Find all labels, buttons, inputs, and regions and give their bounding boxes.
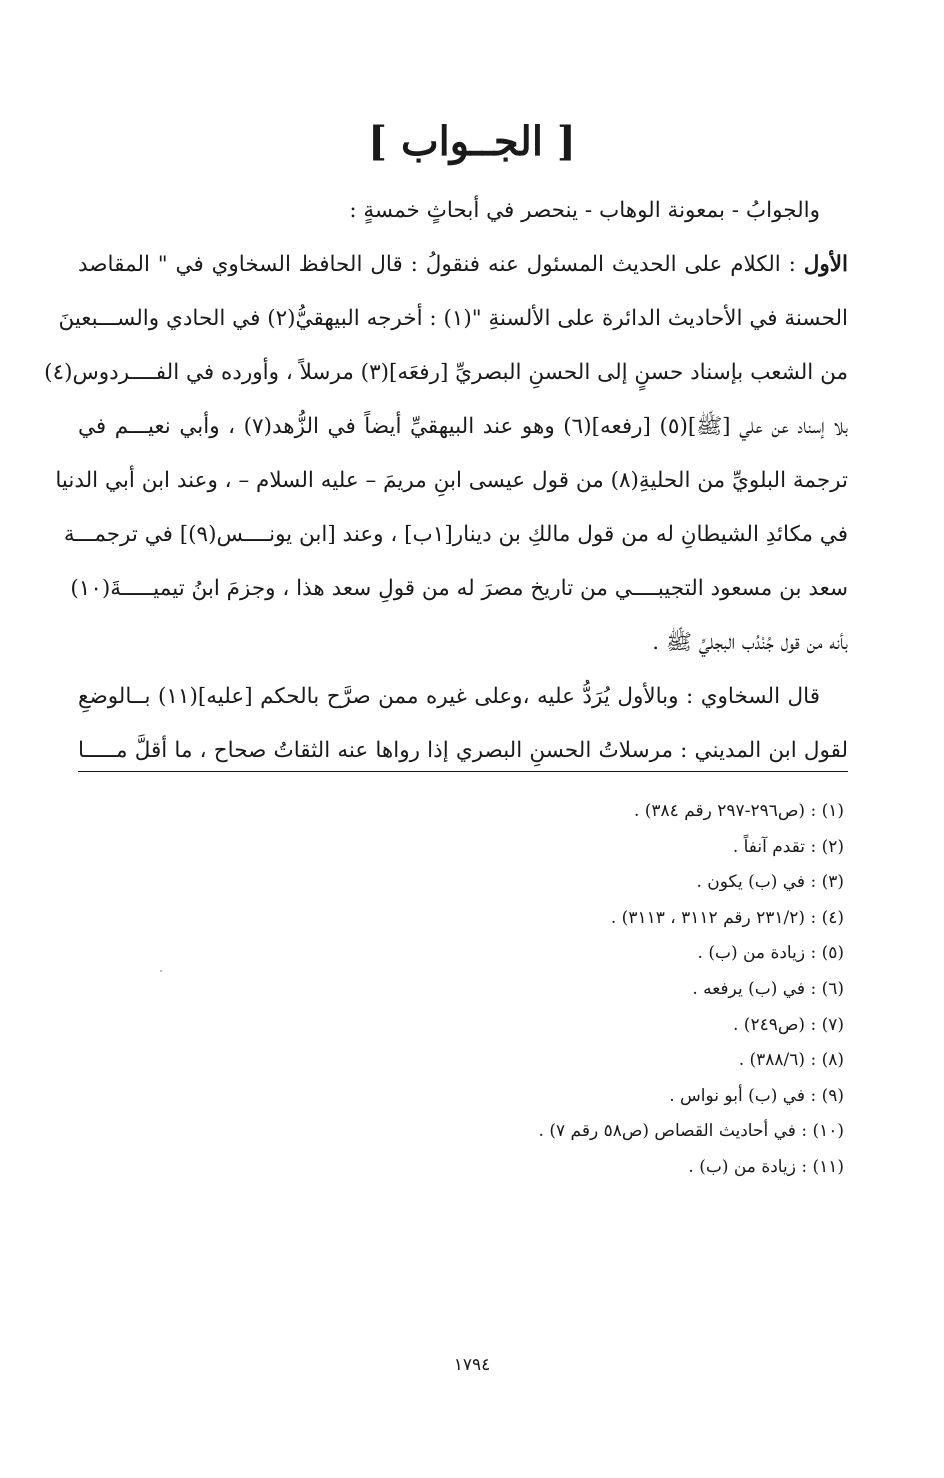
footnote-item: (٣) : في (ب) يكون . bbox=[696, 872, 844, 893]
footnote-item: (٩) : في (ب) أبو نواس . bbox=[669, 1085, 844, 1106]
section-title: [ الجــواب ] bbox=[368, 118, 576, 165]
paragraph-2-line-1: قال السخاوي : وبالأول يُرَدُّ عليه ،وعلى غيره ممن صرَّح بالحكم [عليه](١١) بــالوضعِ bbox=[78, 684, 820, 709]
footnote-item: (٤) : (٢٣١/٢ رقم ٣١١٢ ، ٣١١٣) . bbox=[610, 907, 844, 928]
paragraph-1-line-4: بلا إسناد عن علي [ﷺ](٥) [رفعه](٦) وهو عند البيهقيِّ أيضاً في الزُّهد(٧) ، وأبي نعيـــم في bbox=[78, 414, 849, 439]
paragraph-1-line-8: بأنه من قول جُنْدُب البجليِّ ﷺ . bbox=[652, 630, 848, 655]
page-number: ١٧٩٤ bbox=[453, 1355, 491, 1375]
paragraph-lead-word: الأول bbox=[803, 252, 848, 277]
paragraph-1-line-3: من الشعب بإسناد حسنٍ إلى الحسنِ البصريِّ [رفعَه](٣) مرسلاً ، وأورده في الفــــردوس(٤) bbox=[44, 360, 848, 385]
footnote-item: (٨) : (٣٨٨/٦) . bbox=[738, 1050, 844, 1071]
footnote-item: (١) : (ص٢٩٦-٢٩٧ رقم ٣٨٤) . bbox=[633, 801, 844, 821]
footnote-item: (١١) : زيادة من (ب) . bbox=[688, 1156, 844, 1177]
paragraph-2-line-2: لقول ابن المديني : مرسلاتُ الحسنِ البصري إذا رواها عنه الثقاتُ صحاح ، ما أقلَّ مـــــا bbox=[78, 738, 848, 763]
paragraph-1-line-2: الحسنة في الأحاديث الدائرة على الألسنةِ "(١) : أخرجه البيهقيُّ(٢) في الحادي والســـبعينَ bbox=[58, 306, 848, 331]
footnote-item: (٢) : تقدم آنفاً . bbox=[732, 836, 844, 857]
paragraph-1-line-7: سعد بن مسعود التجيبــــي من تاريخ مصرَ له من قولِ سعد هذا ، وجزمَ ابنُ تيميـــــةَ(١٠) bbox=[70, 576, 848, 601]
footnote-divider bbox=[78, 771, 848, 772]
footnote-item: (٥) : زيادة من (ب) . bbox=[697, 943, 844, 964]
intro-line: والجوابُ - بمعونة الوهاب - ينحصر في أبحاثٍ خمسةٍ : bbox=[349, 198, 820, 223]
main-text bbox=[44, 184, 849, 778]
paragraph-1-line-1 bbox=[78, 238, 848, 292]
footnote-item: (١٠) : في أحاديث القصاص (ص٥٨ رقم ٧) . bbox=[538, 1121, 844, 1142]
scan-speck bbox=[160, 970, 162, 972]
footnote-item: (٧) : (ص٢٤٩) . bbox=[733, 1014, 844, 1035]
paragraph-1-line-6: في مكائدِ الشيطانِ له من قول مالكِ بن دينار[١ب] ، وعند [ابن يونــــس(٩)] في ترجمـــة bbox=[63, 522, 848, 547]
footnote-item: (٦) : في (ب) يرفعه . bbox=[692, 978, 844, 999]
paragraph-1-line-1-text: : الكلام على الحديث المسئول عنه فنقولُ : قال الحافظ السخاوي في " المقاصد bbox=[78, 252, 796, 277]
footnotes bbox=[100, 794, 844, 1186]
paragraph-1-line-5: ترجمة البلويِّ من الحليةِ(٨) من قول عيسى ابنِ مريمَ – عليه السلام – ، وعند ابن أبي الدنيا bbox=[55, 468, 848, 493]
